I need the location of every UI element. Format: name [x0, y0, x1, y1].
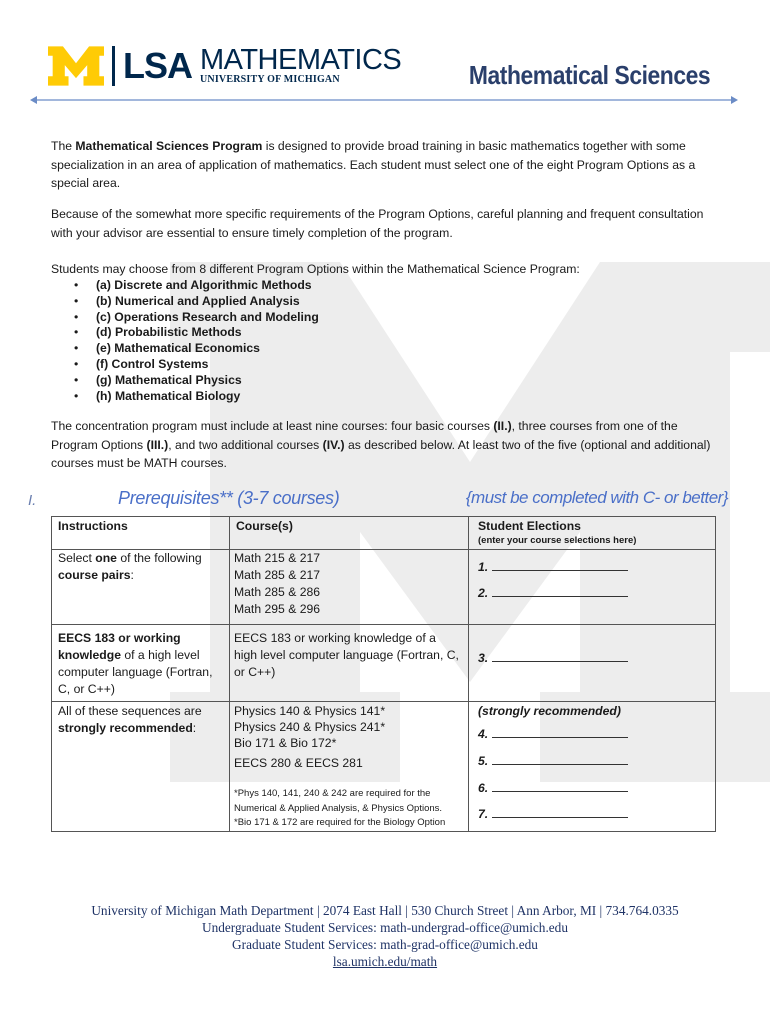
- footnote-biology: *Bio 171 & 172 are required for the Biology Option: [234, 817, 446, 828]
- logo-lsa: LSA: [123, 45, 192, 86]
- list-item: • (f) Control Systems: [70, 357, 319, 373]
- election-field-3[interactable]: 3.: [478, 650, 628, 667]
- row3-course-list: [234, 703, 385, 771]
- list-item: • (a) Discrete and Algorithmic Methods: [70, 278, 319, 294]
- footer-grad-contact: Graduate Student Services: math-grad-office@umich.edu: [232, 937, 538, 952]
- website-link[interactable]: lsa.umich.edu/math: [332, 954, 438, 969]
- list-item: Physics 140 & Physics 141*: [234, 704, 386, 718]
- course-footnote: [234, 787, 466, 831]
- logo-university: UNIVERSITY OF MICHIGAN: [200, 74, 340, 85]
- header-rule: [30, 96, 738, 104]
- list-item: EECS 280 & EECS 281: [234, 756, 363, 770]
- options-intro: Students may choose from 8 different Program Options within the Mathematical Science Program:: [51, 262, 580, 276]
- program-name: Mathematical Sciences Program: [75, 139, 263, 153]
- header-courses: Course(s): [236, 519, 293, 533]
- list-item: • (g) Mathematical Physics: [70, 373, 319, 389]
- election-field-4[interactable]: 4.: [478, 726, 628, 743]
- list-item: Math 215 & 217: [234, 551, 321, 565]
- block-m-logo: [48, 46, 104, 86]
- list-item: Physics 240 & Physics 241*: [234, 720, 386, 734]
- list-item: • (d) Probabilistic Methods: [70, 325, 319, 341]
- row1-instructions: Select one of the following course pairs:: [58, 551, 202, 582]
- header-elections: Student Elections: [478, 519, 581, 533]
- election-field-5[interactable]: 5.: [478, 753, 628, 770]
- list-item: Math 285 & 217: [234, 568, 321, 582]
- intro-paragraph: The Mathematical Sciences Program is designed to provide broad training in basic mathematics together with some specialization in an area of application of mathematics. Each student must select one of the eight Program Options as a special area.: [51, 139, 696, 190]
- prerequisites-table: [51, 516, 716, 832]
- page-title: Mathematical Sciences: [468, 60, 710, 90]
- lsa-mathematics-logo: [48, 44, 401, 88]
- row3-instructions: All of these sequences are strongly recommended:: [58, 704, 202, 735]
- list-item: • (b) Numerical and Applied Analysis: [70, 294, 319, 310]
- row2-instructions: EECS 183 or working knowledge of a high level computer language (Fortran, C, or C++): [58, 631, 213, 696]
- section-title: Prerequisites** (3-7 courses): [118, 488, 340, 508]
- list-item: Bio 171 & Bio 172*: [234, 736, 337, 750]
- list-item: • (e) Mathematical Economics: [70, 341, 319, 357]
- election-field-1[interactable]: 1.: [478, 559, 628, 576]
- planning-paragraph: Because of the somewhat more specific requirements of the Program Options, careful planning and frequent consultation with your advisor are essential to ensure timely completion of the program.: [51, 207, 704, 240]
- logo-divider: [112, 46, 115, 86]
- list-item: Math 295 & 296: [234, 602, 321, 616]
- election-field-7[interactable]: 7.: [478, 806, 628, 823]
- row2-courses: EECS 183 or working knowledge of a high level computer language (Fortran, C, or C++): [234, 631, 459, 679]
- logo-mathematics: MATHEMATICS: [200, 44, 402, 76]
- concentration-paragraph: The concentration program must include at least nine courses: four basic courses (II.), three courses from one of the Program Options (III.), and two additional courses (IV.) as described below. At least two of the five (optional and additional) courses must be MATH courses.: [51, 419, 711, 470]
- footnote-physics: *Phys 140, 141, 240 & 242 are required for the Numerical & Applied Analysis, & Physics Options.: [234, 788, 443, 814]
- election-field-6[interactable]: 6.: [478, 780, 628, 797]
- header-instructions: Instructions: [58, 519, 128, 533]
- program-options-list: [70, 278, 319, 404]
- footer-undergrad-contact: Undergraduate Student Services: math-undergrad-office@umich.edu: [202, 920, 568, 935]
- list-item: • (h) Mathematical Biology: [70, 389, 319, 405]
- section-number: I.: [28, 492, 37, 509]
- recommended-note: (strongly recommended): [478, 704, 621, 718]
- section-note: {must be completed with C- or better}: [465, 488, 728, 507]
- list-item: Math 285 & 286: [234, 585, 321, 599]
- list-item: • (c) Operations Research and Modeling: [70, 310, 319, 326]
- row1-course-list: [234, 550, 320, 618]
- header-elections-sub: (enter your course selections here): [478, 535, 637, 546]
- footer-address: University of Michigan Math Department | 2074 East Hall | 530 Church Street | Ann Arbor, MI | 734.764.0335: [91, 903, 679, 918]
- election-field-2[interactable]: 2.: [478, 585, 628, 602]
